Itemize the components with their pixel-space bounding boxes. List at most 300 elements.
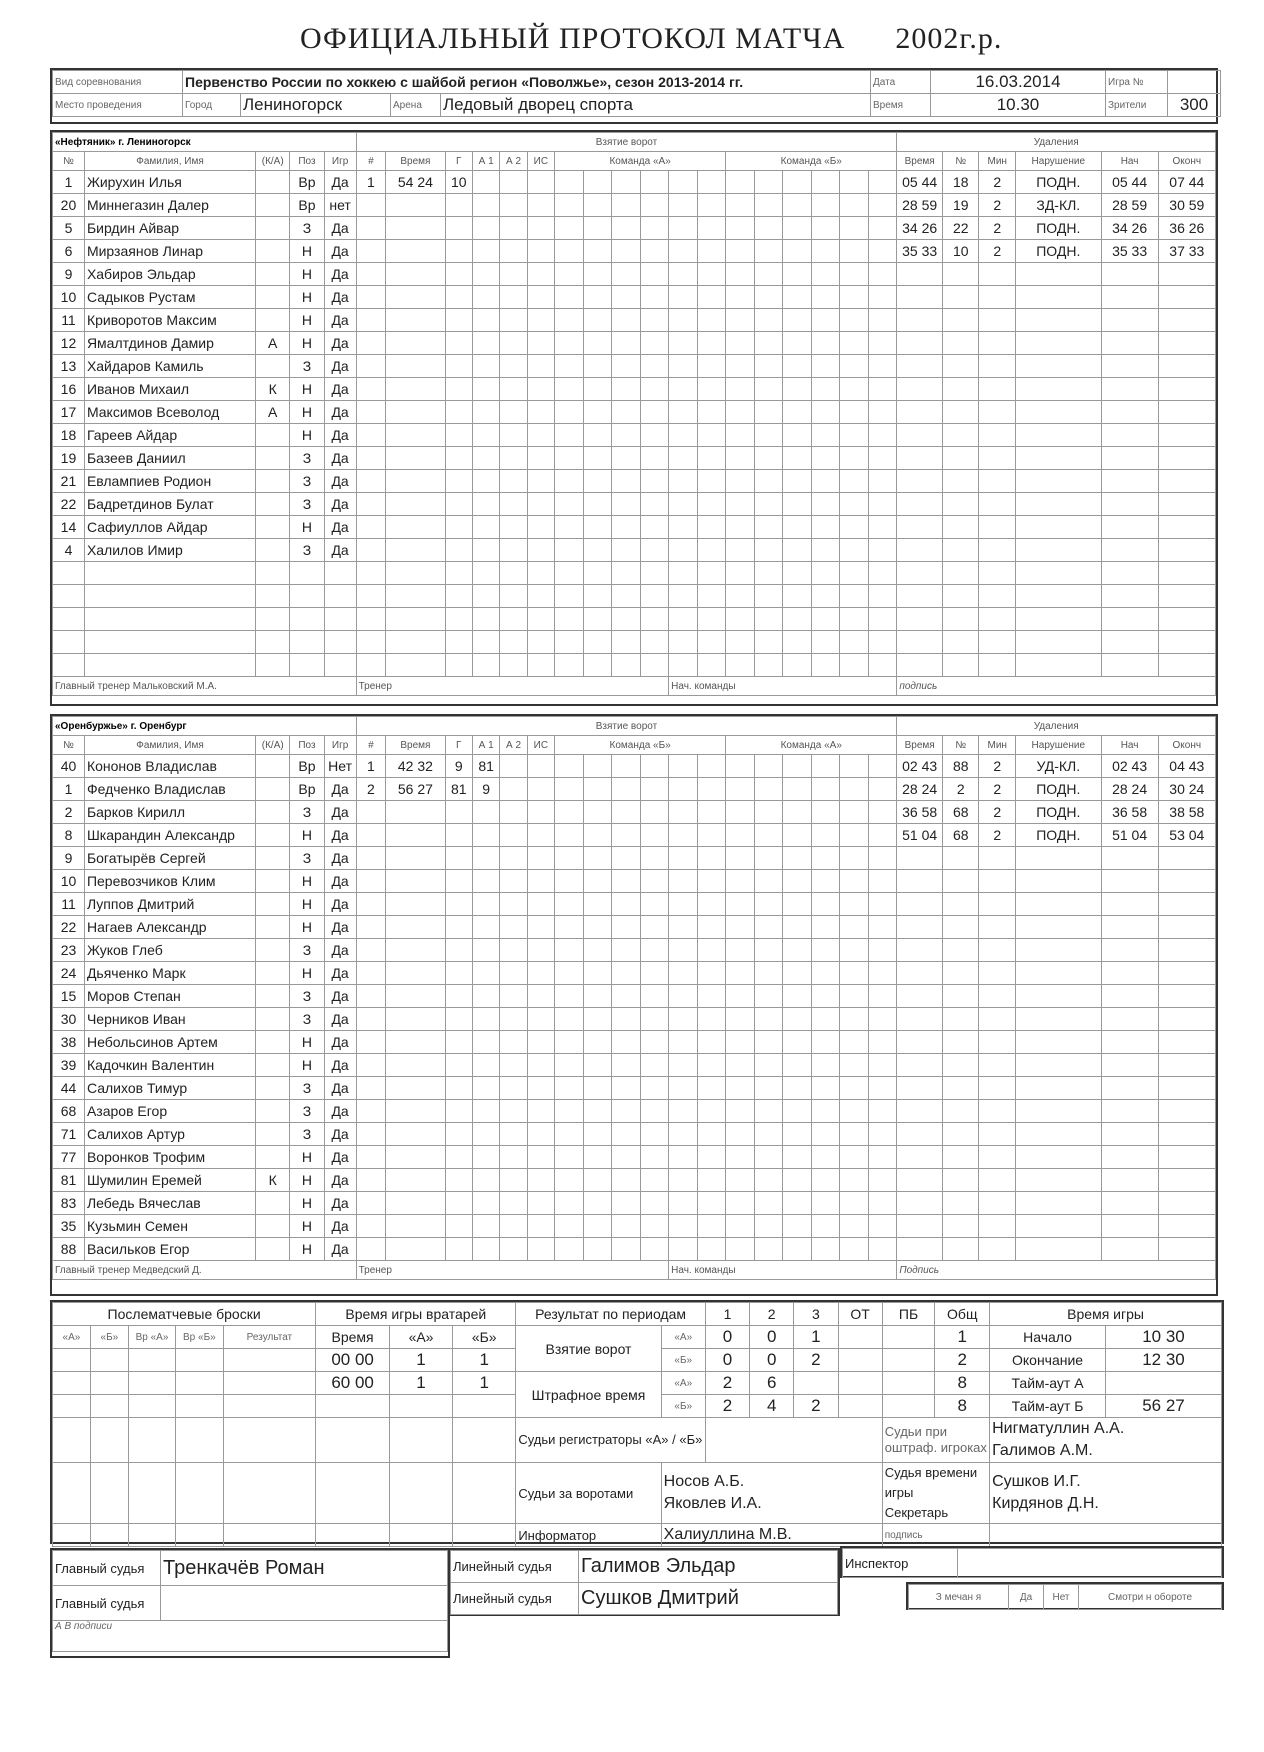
- penalty-player: [942, 1031, 979, 1054]
- pen-a-p3: [794, 1372, 838, 1395]
- grid-cell: [811, 631, 840, 654]
- remarks-yes[interactable]: Да: [1009, 1585, 1044, 1610]
- player-played: Да: [324, 332, 356, 355]
- penalty-start: [1101, 939, 1158, 962]
- col-goal-time: Время: [386, 152, 445, 171]
- penalty-end: 30 59: [1158, 194, 1215, 217]
- player-captain: [256, 1192, 290, 1215]
- grid-cell: [811, 493, 840, 516]
- penalty-start: [1101, 378, 1158, 401]
- grid-cell: [754, 1192, 783, 1215]
- grid-cell: [726, 493, 755, 516]
- penalty-time: [897, 1238, 943, 1261]
- penalty-player: [942, 1008, 979, 1031]
- penalty-player: [942, 1192, 979, 1215]
- grid-cell: [754, 1123, 783, 1146]
- grid-cell: [783, 217, 812, 240]
- chief-ref-2: [161, 1586, 448, 1621]
- penalty-end: [1158, 447, 1215, 470]
- goal-time: [386, 985, 445, 1008]
- grid-cell: [669, 401, 698, 424]
- shootout-col-b: «Б»: [90, 1326, 128, 1349]
- player-played: Да: [324, 870, 356, 893]
- grid-cell: [783, 893, 812, 916]
- penalty-infraction: ПОДН.: [1016, 778, 1102, 801]
- penalty-infraction: ЗД-КЛ.: [1016, 194, 1102, 217]
- col-assist2: А 2: [500, 152, 527, 171]
- penalty-minutes: [979, 332, 1016, 355]
- player-position: Н: [290, 401, 324, 424]
- grid-cell: [840, 470, 869, 493]
- goal-time: [386, 916, 445, 939]
- goal-assist2: [500, 916, 527, 939]
- goal-is: [527, 1238, 554, 1261]
- grid-cell: [868, 801, 897, 824]
- grid-cell: [811, 1238, 840, 1261]
- goal-number: [356, 824, 386, 847]
- player-position: [290, 608, 324, 631]
- player-played: Да: [324, 424, 356, 447]
- player-played: Да: [324, 286, 356, 309]
- grid-cell: [783, 1008, 812, 1031]
- grid-cell: [583, 1238, 612, 1261]
- grid-cell: [754, 424, 783, 447]
- grid-cell: [583, 1054, 612, 1077]
- grid-cell: [840, 985, 869, 1008]
- grid-cell: [811, 401, 840, 424]
- grid-cell: [555, 378, 584, 401]
- table-row: [53, 801, 1216, 824]
- goal-time: 56 27: [386, 778, 445, 801]
- goal-assist1: [472, 1031, 499, 1054]
- player-captain: [256, 309, 290, 332]
- goal-time: [386, 1169, 445, 1192]
- grid-cell: [555, 755, 584, 778]
- goal-scorer: [445, 1215, 472, 1238]
- grid-cell: [868, 424, 897, 447]
- grid-cell: [726, 1146, 755, 1169]
- penalty-end: [1158, 1192, 1215, 1215]
- table-row: [53, 1123, 1216, 1146]
- penalty-start: [1101, 493, 1158, 516]
- goal-assist2: [500, 1169, 527, 1192]
- penalty-player: [942, 378, 979, 401]
- goal-assist2: [500, 447, 527, 470]
- player-number: 71: [53, 1123, 85, 1146]
- goal-number: [356, 562, 386, 585]
- gk-row1-time: 00 00: [316, 1349, 390, 1372]
- penalty-minutes: [979, 493, 1016, 516]
- grid-cell: [726, 355, 755, 378]
- grid-cell: [811, 217, 840, 240]
- goal-is: [527, 171, 554, 194]
- goal-assist1: [472, 217, 499, 240]
- player-position: Н: [290, 263, 324, 286]
- grid-cell: [840, 870, 869, 893]
- grid-cell: [612, 962, 641, 985]
- penalty-minutes: [979, 286, 1016, 309]
- grid-cell: [612, 801, 641, 824]
- player-captain: К: [256, 1169, 290, 1192]
- goal-assist2: [500, 1008, 527, 1031]
- table-row: [53, 539, 1216, 562]
- grid-cell: [868, 493, 897, 516]
- goal-number: [356, 870, 386, 893]
- grid-cell: [868, 939, 897, 962]
- player-played: Да: [324, 801, 356, 824]
- player-played: Да: [324, 240, 356, 263]
- place-label: Место проведения: [53, 94, 183, 117]
- col-assist1: А 1: [472, 736, 499, 755]
- player-captain: [256, 1008, 290, 1031]
- grid-cell: [612, 263, 641, 286]
- timekeeper-value: Сушков И.Г.: [992, 1473, 1081, 1490]
- goal-time: [386, 286, 445, 309]
- goal-time: [386, 962, 445, 985]
- goal-time: [386, 893, 445, 916]
- goal-is: [527, 1146, 554, 1169]
- goal-assist1: [472, 870, 499, 893]
- col-pos: Поз: [290, 152, 324, 171]
- goal-number: [356, 608, 386, 631]
- penalty-end: [1158, 401, 1215, 424]
- goal-assist1: [472, 378, 499, 401]
- penalty-start: [1101, 1169, 1158, 1192]
- goal-assist2: [500, 562, 527, 585]
- goal-number: [356, 1169, 386, 1192]
- grid-cell: [726, 263, 755, 286]
- penalty-infraction: [1016, 516, 1102, 539]
- grid-cell: [612, 1215, 641, 1238]
- grid-cell: [811, 755, 840, 778]
- goal-assist1: [472, 309, 499, 332]
- grid-cell: [583, 893, 612, 916]
- grid-cell: [726, 516, 755, 539]
- grid-cell: [868, 1031, 897, 1054]
- col-pos: Поз: [290, 736, 324, 755]
- grid-cell: [726, 1054, 755, 1077]
- grid-cell: [783, 470, 812, 493]
- player-position: Н: [290, 1169, 324, 1192]
- penalty-start: [1101, 1192, 1158, 1215]
- grid-cell: [583, 801, 612, 824]
- goal-assist1: [472, 401, 499, 424]
- grid-cell: [868, 286, 897, 309]
- penalty-minutes: [979, 654, 1016, 677]
- penalty-infraction: [1016, 1054, 1102, 1077]
- goal-assist2: [500, 1077, 527, 1100]
- player-position: Н: [290, 1192, 324, 1215]
- grid-cell: [754, 286, 783, 309]
- grid-cell: [840, 217, 869, 240]
- goal-assist2: [500, 870, 527, 893]
- penalty-start: [1101, 870, 1158, 893]
- grid-cell: [726, 217, 755, 240]
- player-captain: [256, 516, 290, 539]
- table-row: [53, 824, 1216, 847]
- grid-cell: [669, 893, 698, 916]
- goal-time: 54 24: [386, 171, 445, 194]
- player-number: 83: [53, 1192, 85, 1215]
- goal-is: [527, 916, 554, 939]
- col-play: Игр: [324, 736, 356, 755]
- goal-time: [386, 470, 445, 493]
- penalty-end: [1158, 939, 1215, 962]
- player-played: Да: [324, 847, 356, 870]
- grid-cell: [726, 332, 755, 355]
- grid-cell: [811, 824, 840, 847]
- goal-scorer: [445, 824, 472, 847]
- grid-cell: [555, 939, 584, 962]
- grid-cell: [811, 985, 840, 1008]
- grid-cell: [640, 1192, 669, 1215]
- penalty-time-row-label: Штрафное время: [516, 1372, 661, 1418]
- grid-cell: [697, 1192, 726, 1215]
- goal-judges-label: Судьи за воротами: [516, 1463, 661, 1524]
- goal-scorer: [445, 585, 472, 608]
- penalty-minutes: [979, 309, 1016, 332]
- penalty-player: [942, 939, 979, 962]
- grid-cell: [669, 424, 698, 447]
- penalty-start: [1101, 654, 1158, 677]
- grid-cell: [669, 470, 698, 493]
- grid-cell: [583, 355, 612, 378]
- player-name: [84, 562, 255, 585]
- head-coach: Главный тренер Мальковский М.А.: [53, 677, 357, 696]
- grid-cell: [840, 755, 869, 778]
- goals-team-a-label: «А»: [661, 1326, 705, 1349]
- penalty-infraction: [1016, 424, 1102, 447]
- grid-cell: [640, 332, 669, 355]
- player-name: Халилов Имир: [84, 539, 255, 562]
- penalty-start: [1101, 608, 1158, 631]
- goal-assist2: [500, 654, 527, 677]
- grid-cell: [583, 562, 612, 585]
- goal-number: [356, 1238, 386, 1261]
- player-name: Кадочкин Валентин: [84, 1054, 255, 1077]
- player-name: Садыков Рустам: [84, 286, 255, 309]
- grid-cell: [583, 1077, 612, 1100]
- player-name: Черников Иван: [84, 1008, 255, 1031]
- goal-is: [527, 1215, 554, 1238]
- grid-cell: [811, 378, 840, 401]
- remarks-no[interactable]: Нет: [1044, 1585, 1079, 1610]
- grid-cell: [726, 1215, 755, 1238]
- grid-cell: [754, 870, 783, 893]
- grid-cell: [640, 1215, 669, 1238]
- grid-cell: [669, 916, 698, 939]
- player-position: Н: [290, 424, 324, 447]
- grid-cell: [697, 985, 726, 1008]
- grid-cell: [754, 355, 783, 378]
- goal-is: [527, 939, 554, 962]
- player-captain: А: [256, 332, 290, 355]
- goal-number: [356, 1123, 386, 1146]
- grid-cell: [555, 562, 584, 585]
- goal-time: [386, 401, 445, 424]
- grid-cell: [697, 539, 726, 562]
- goal-scorer: [445, 916, 472, 939]
- city-value: Лениногорск: [241, 94, 391, 117]
- gk-row1-b: 1: [453, 1349, 516, 1372]
- grid-cell: [754, 1238, 783, 1261]
- grid-cell: [555, 1077, 584, 1100]
- grid-cell: [868, 240, 897, 263]
- table-row: [53, 608, 1216, 631]
- goal-assist1: 81: [472, 755, 499, 778]
- goal-assist1: [472, 1077, 499, 1100]
- player-captain: [256, 778, 290, 801]
- grid-cell: [640, 631, 669, 654]
- penalty-end: [1158, 516, 1215, 539]
- penalty-start: [1101, 516, 1158, 539]
- grid-cell: [868, 870, 897, 893]
- pen-b-p1: 2: [705, 1395, 749, 1418]
- goal-time: [386, 217, 445, 240]
- start-label: Начало: [990, 1326, 1106, 1349]
- player-name: Богатырёв Сергей: [84, 847, 255, 870]
- grid-cell: [754, 1100, 783, 1123]
- goal-time: [386, 263, 445, 286]
- table-row: [53, 401, 1216, 424]
- grid-cell: [583, 1169, 612, 1192]
- chief-ref-1: Тренкачёв Роман: [161, 1551, 448, 1586]
- player-number: 2: [53, 801, 85, 824]
- penalty-start: [1101, 401, 1158, 424]
- player-name: [84, 608, 255, 631]
- player-number: [53, 562, 85, 585]
- penalty-time: 51 04: [897, 824, 943, 847]
- player-name: Федченко Владислав: [84, 778, 255, 801]
- goal-is: [527, 1169, 554, 1192]
- goal-assist2: [500, 424, 527, 447]
- goal-scorer: [445, 1238, 472, 1261]
- grid-cell: [754, 1169, 783, 1192]
- period-total-header: Общ: [935, 1303, 990, 1326]
- penalty-minutes: [979, 585, 1016, 608]
- penalty-infraction: [1016, 355, 1102, 378]
- penalty-end: [1158, 631, 1215, 654]
- player-played: Да: [324, 1031, 356, 1054]
- grid-cell: [783, 778, 812, 801]
- penalty-time: 02 43: [897, 755, 943, 778]
- grid-cell: [754, 194, 783, 217]
- table-row: [53, 755, 1216, 778]
- grid-cell: [640, 893, 669, 916]
- grid-cell: [697, 562, 726, 585]
- table-row: [53, 1192, 1216, 1215]
- grid-cell: [868, 1123, 897, 1146]
- goal-time: [386, 1123, 445, 1146]
- player-name: Бирдин Айвар: [84, 217, 255, 240]
- penalty-infraction: [1016, 631, 1102, 654]
- penalty-player: [942, 1100, 979, 1123]
- penalty-end: [1158, 378, 1215, 401]
- player-position: Н: [290, 332, 324, 355]
- goal-is: [527, 870, 554, 893]
- goal-scorer: [445, 1008, 472, 1031]
- grid-cell: [697, 847, 726, 870]
- penalty-time: 28 59: [897, 194, 943, 217]
- grid-cell: [669, 755, 698, 778]
- grid-cell: [726, 608, 755, 631]
- grid-cell: [640, 470, 669, 493]
- penalty-end: [1158, 1169, 1215, 1192]
- penalty-infraction: [1016, 1238, 1102, 1261]
- shootout-col-gkb: Вр «Б»: [176, 1326, 223, 1349]
- period-1-header: 1: [705, 1303, 749, 1326]
- grid-cell: [726, 824, 755, 847]
- goal-is: [527, 962, 554, 985]
- penalty-player: [942, 493, 979, 516]
- penalty-minutes: [979, 263, 1016, 286]
- goal-is: [527, 1008, 554, 1031]
- goal-time: [386, 1077, 445, 1100]
- col-pen-no: №: [942, 736, 979, 755]
- goal-time: [386, 870, 445, 893]
- signature-label: подпись: [897, 677, 1216, 696]
- penalty-end: 53 04: [1158, 824, 1215, 847]
- goal-number: [356, 962, 386, 985]
- grid-cell: [640, 870, 669, 893]
- grid-cell: [612, 585, 641, 608]
- grid-cell: [697, 171, 726, 194]
- penalty-end: [1158, 1008, 1215, 1031]
- penalty-infraction: [1016, 1215, 1102, 1238]
- grid-cell: [697, 332, 726, 355]
- penalty-end: 07 44: [1158, 171, 1215, 194]
- player-captain: [256, 916, 290, 939]
- player-position: Н: [290, 824, 324, 847]
- penalty-player: [942, 539, 979, 562]
- grid-cell: [555, 401, 584, 424]
- grid-cell: [726, 562, 755, 585]
- grid-cell: [697, 286, 726, 309]
- goals-section-title: Взятие ворот: [356, 717, 897, 736]
- grid-cell: [669, 309, 698, 332]
- goal-assist1: [472, 1238, 499, 1261]
- goal-is: [527, 778, 554, 801]
- grid-cell: [840, 171, 869, 194]
- shootout-title: Послематчевые броски: [53, 1303, 316, 1326]
- grid-cell: [811, 1031, 840, 1054]
- player-name: Перевозчиков Клим: [84, 870, 255, 893]
- header-box: [50, 68, 1218, 124]
- player-played: Да: [324, 939, 356, 962]
- grid-cell: [555, 847, 584, 870]
- penalty-box-judges: [990, 1418, 1222, 1463]
- grid-cell: [697, 654, 726, 677]
- player-played: Да: [324, 824, 356, 847]
- goal-assist1: [472, 847, 499, 870]
- goal-number: [356, 355, 386, 378]
- grid-cell: [583, 1123, 612, 1146]
- penalty-time: [897, 355, 943, 378]
- grid-cell: [583, 194, 612, 217]
- grid-cell: [868, 217, 897, 240]
- player-captain: А: [256, 401, 290, 424]
- grid-cell: [669, 1100, 698, 1123]
- grid-cell: [783, 424, 812, 447]
- grid-cell: [583, 171, 612, 194]
- goal-assist2: [500, 286, 527, 309]
- penalty-infraction: [1016, 332, 1102, 355]
- grid-cell: [697, 1215, 726, 1238]
- grid-cell: [783, 1054, 812, 1077]
- year-text: 2002г.р.: [895, 22, 1003, 55]
- penalty-infraction: ПОДН.: [1016, 240, 1102, 263]
- penalty-minutes: [979, 631, 1016, 654]
